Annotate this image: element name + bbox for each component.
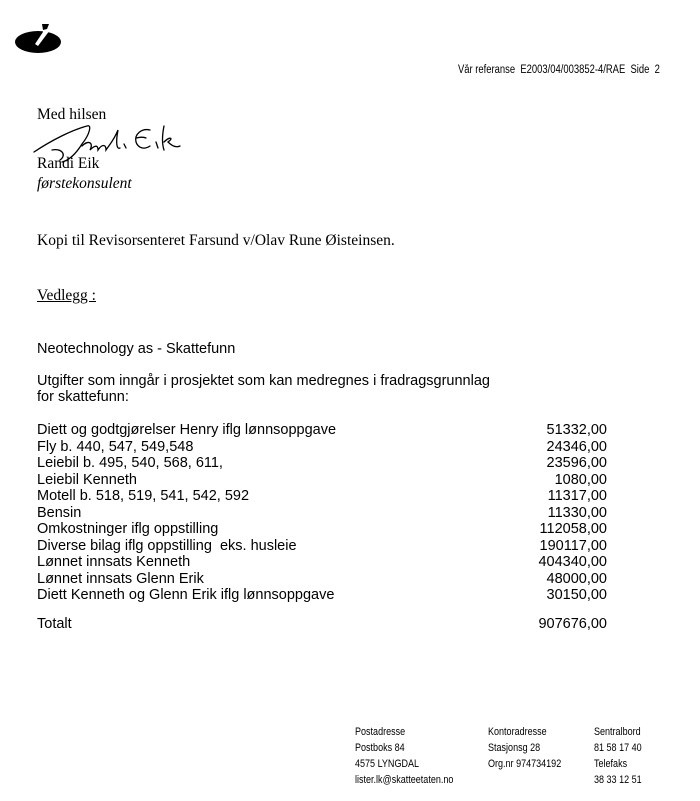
table-row xyxy=(37,587,607,604)
copy-to-line: Kopi til Revisorsenteret Farsund v/Olav Rune Øisteinsen. xyxy=(37,232,395,249)
fax-number: 38 33 12 51 xyxy=(594,774,642,786)
expense-label: Lønnet innsats Kenneth xyxy=(37,554,191,570)
table-row xyxy=(37,538,607,555)
page-number: 2 xyxy=(654,64,660,76)
expense-intro-line1: Utgifter som inngår i prosjektet som kan medregnes i fradragsgrunnlag xyxy=(37,373,490,389)
table-row xyxy=(37,455,607,472)
signer-title: førstekonsulent xyxy=(37,175,132,192)
expense-amount: 48000,00 xyxy=(546,570,607,587)
expense-amount: 51332,00 xyxy=(546,422,607,438)
office-heading: Kontoradresse xyxy=(488,726,547,738)
expense-label: Bensin xyxy=(37,504,82,521)
expense-label: Diett Kenneth og Glenn Erik iflg lønnsoppgave xyxy=(37,587,335,603)
attachment-heading: Vedlegg : xyxy=(37,287,96,304)
reference-line xyxy=(458,64,660,76)
table-row xyxy=(37,521,607,538)
switchboard-label: Sentralbord xyxy=(594,726,641,738)
expense-amount: 404340,00 xyxy=(538,554,607,570)
reference-label: Vår referanse xyxy=(458,64,516,76)
postal-line1: Postboks 84 xyxy=(355,742,405,754)
table-row xyxy=(37,571,607,588)
reference-value: E2003/04/003852-4/RAE xyxy=(520,64,626,76)
expense-amount: 112058,00 xyxy=(539,521,607,537)
switchboard-number: 81 58 17 40 xyxy=(594,742,642,754)
footer-phone xyxy=(594,724,642,788)
table-row xyxy=(37,488,607,505)
table-row xyxy=(37,505,607,522)
org-number: Org.nr 974734192 xyxy=(488,758,562,770)
office-line1: Stasjonsg 28 xyxy=(488,742,541,754)
postal-heading: Postadresse xyxy=(355,726,406,738)
total-amount: 907676,00 xyxy=(538,615,607,632)
greeting: Med hilsen xyxy=(37,106,107,123)
fax-label: Telefaks xyxy=(594,758,628,770)
expense-label: Lønnet innsats Glenn Erik xyxy=(37,570,204,587)
signer-name: Randi Eik xyxy=(37,155,100,172)
expense-label: Leiebil b. 495, 540, 568, 611, xyxy=(37,455,223,471)
postal-line2: 4575 LYNGDAL xyxy=(355,758,420,770)
expense-amount: 11317,00 xyxy=(547,488,607,504)
expense-label: Diett og godtgjørelser Henry iflg lønnsoppgave xyxy=(37,422,337,438)
table-row xyxy=(37,422,607,439)
expense-label: Fly b. 440, 547, 549,548 xyxy=(37,438,194,455)
expense-amount: 23596,00 xyxy=(546,455,607,471)
skatteetaten-logo-icon xyxy=(14,24,62,54)
expense-label: Diverse bilag iflg oppstilling eks. husleie xyxy=(37,537,297,554)
expense-amount: 11330,00 xyxy=(547,504,607,521)
spacer-row xyxy=(37,604,607,616)
company-line: Neotechnology as - Skattefunn xyxy=(37,341,236,357)
expense-table xyxy=(37,422,607,632)
expense-amount: 1080,00 xyxy=(554,471,607,488)
email-link[interactable]: lister.lk@skatteetaten.no xyxy=(355,774,454,786)
table-row xyxy=(37,439,607,456)
table-row xyxy=(37,472,607,489)
table-row xyxy=(37,554,607,571)
footer-postal-address xyxy=(355,724,453,788)
expense-label: Leiebil Kenneth xyxy=(37,471,137,488)
total-label: Totalt xyxy=(37,615,72,632)
expense-label: Motell b. 518, 519, 541, 542, 592 xyxy=(37,488,250,504)
expense-amount: 24346,00 xyxy=(546,438,607,455)
expense-label: Omkostninger iflg oppstilling xyxy=(37,521,219,537)
footer-office-address xyxy=(488,724,561,772)
expense-intro-line2: for skattefunn: xyxy=(37,389,129,405)
expense-amount: 30150,00 xyxy=(546,587,607,603)
expense-amount: 190117,00 xyxy=(539,537,607,554)
page-label: Side xyxy=(630,64,650,76)
expense-intro xyxy=(37,373,557,405)
total-row xyxy=(37,616,607,633)
